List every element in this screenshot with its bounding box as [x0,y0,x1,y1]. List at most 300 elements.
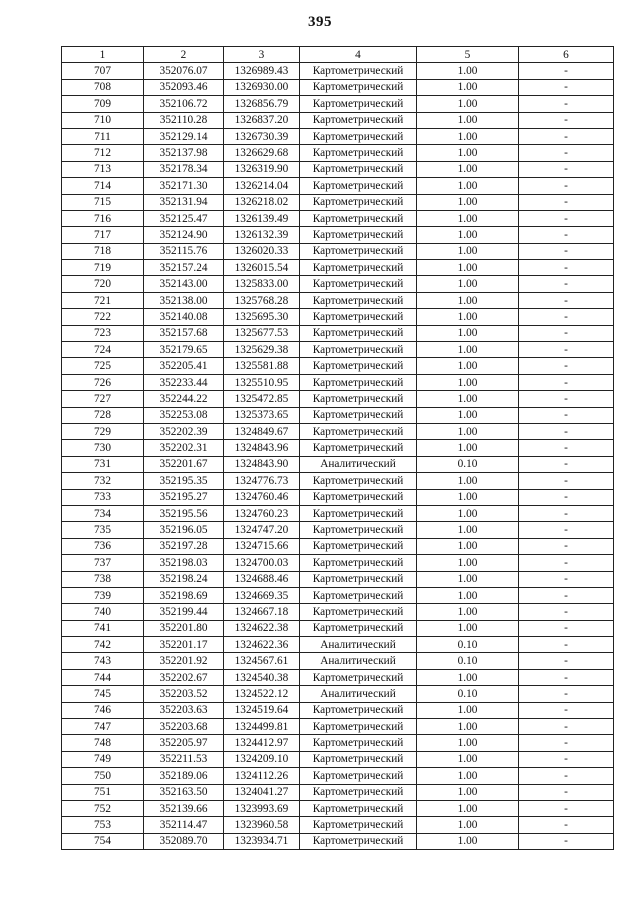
point-number-cell: 724 [62,342,144,358]
y-coordinate-cell: 1325472.85 [224,391,300,407]
point-number-cell: 742 [62,637,144,653]
x-coordinate-cell: 352138.00 [144,292,224,308]
note-cell: - [519,571,614,587]
y-coordinate-cell: 1324715.66 [224,538,300,554]
x-coordinate-cell: 352202.67 [144,669,224,685]
table-row [62,260,614,276]
point-number-cell: 732 [62,473,144,489]
note-cell: - [519,702,614,718]
y-coordinate-cell: 1324760.23 [224,505,300,521]
accuracy-cell: 1.00 [417,505,519,521]
note-cell: - [519,423,614,439]
table-row [62,620,614,636]
column-header: 5 [417,47,519,63]
note-cell: - [519,817,614,833]
y-coordinate-cell: 1326856.79 [224,96,300,112]
accuracy-cell: 1.00 [417,833,519,849]
point-number-cell: 738 [62,571,144,587]
point-number-cell: 739 [62,587,144,603]
y-coordinate-cell: 1325768.28 [224,292,300,308]
x-coordinate-cell: 352196.05 [144,522,224,538]
point-number-cell: 715 [62,194,144,210]
table-row [62,391,614,407]
point-number-cell: 741 [62,620,144,636]
method-cell: Картометрический [300,260,417,276]
x-coordinate-cell: 352137.98 [144,145,224,161]
coordinates-table [61,46,614,850]
point-number-cell: 750 [62,768,144,784]
y-coordinate-cell: 1326730.39 [224,128,300,144]
table-row [62,751,614,767]
method-cell: Картометрический [300,358,417,374]
y-coordinate-cell: 1325510.95 [224,374,300,390]
y-coordinate-cell: 1325629.38 [224,342,300,358]
point-number-cell: 728 [62,407,144,423]
table-row [62,96,614,112]
table-row [62,587,614,603]
point-number-cell: 711 [62,128,144,144]
point-number-cell: 733 [62,489,144,505]
x-coordinate-cell: 352140.08 [144,309,224,325]
y-coordinate-cell: 1325677.53 [224,325,300,341]
column-header: 1 [62,47,144,63]
accuracy-cell: 1.00 [417,489,519,505]
table-row [62,276,614,292]
column-header: 2 [144,47,224,63]
x-coordinate-cell: 352114.47 [144,817,224,833]
table-row [62,817,614,833]
note-cell: - [519,342,614,358]
y-coordinate-cell: 1324622.36 [224,637,300,653]
x-coordinate-cell: 352205.97 [144,735,224,751]
table-row [62,342,614,358]
method-cell: Картометрический [300,522,417,538]
method-cell: Картометрический [300,161,417,177]
note-cell: - [519,79,614,95]
x-coordinate-cell: 352125.47 [144,210,224,226]
accuracy-cell: 1.00 [417,719,519,735]
point-number-cell: 713 [62,161,144,177]
accuracy-cell: 1.00 [417,735,519,751]
note-cell: - [519,112,614,128]
method-cell: Картометрический [300,473,417,489]
x-coordinate-cell: 352131.94 [144,194,224,210]
method-cell: Картометрический [300,194,417,210]
y-coordinate-cell: 1324667.18 [224,604,300,620]
point-number-cell: 754 [62,833,144,849]
note-cell: - [519,768,614,784]
accuracy-cell: 1.00 [417,522,519,538]
point-number-cell: 707 [62,63,144,79]
accuracy-cell: 1.00 [417,571,519,587]
y-coordinate-cell: 1324519.64 [224,702,300,718]
note-cell: - [519,145,614,161]
point-number-cell: 725 [62,358,144,374]
table-body [62,63,614,850]
x-coordinate-cell: 352205.41 [144,358,224,374]
accuracy-cell: 0.10 [417,686,519,702]
note-cell: - [519,538,614,554]
point-number-cell: 736 [62,538,144,554]
point-number-cell: 752 [62,800,144,816]
table-row [62,702,614,718]
method-cell: Картометрический [300,669,417,685]
method-cell: Картометрический [300,604,417,620]
table-row [62,768,614,784]
y-coordinate-cell: 1324412.97 [224,735,300,751]
y-coordinate-cell: 1324849.67 [224,423,300,439]
x-coordinate-cell: 352129.14 [144,128,224,144]
point-number-cell: 720 [62,276,144,292]
accuracy-cell: 1.00 [417,620,519,636]
y-coordinate-cell: 1326837.20 [224,112,300,128]
note-cell: - [519,309,614,325]
method-cell: Картометрический [300,325,417,341]
table-row [62,161,614,177]
table-row [62,128,614,144]
table-row [62,79,614,95]
note-cell: - [519,374,614,390]
point-number-cell: 718 [62,243,144,259]
accuracy-cell: 1.00 [417,604,519,620]
x-coordinate-cell: 352195.35 [144,473,224,489]
table-row [62,325,614,341]
y-coordinate-cell: 1324843.96 [224,440,300,456]
note-cell: - [519,227,614,243]
method-cell: Аналитический [300,456,417,472]
x-coordinate-cell: 352139.66 [144,800,224,816]
accuracy-cell: 1.00 [417,128,519,144]
x-coordinate-cell: 352201.17 [144,637,224,653]
method-cell: Картометрический [300,96,417,112]
method-cell: Картометрический [300,505,417,521]
y-coordinate-cell: 1324760.46 [224,489,300,505]
point-number-cell: 748 [62,735,144,751]
x-coordinate-cell: 352171.30 [144,178,224,194]
method-cell: Картометрический [300,751,417,767]
method-cell: Картометрический [300,309,417,325]
accuracy-cell: 1.00 [417,96,519,112]
table-row [62,243,614,259]
method-cell: Картометрический [300,227,417,243]
x-coordinate-cell: 352163.50 [144,784,224,800]
x-coordinate-cell: 352093.46 [144,79,224,95]
y-coordinate-cell: 1324669.35 [224,587,300,603]
table-row [62,63,614,79]
table-row [62,178,614,194]
accuracy-cell: 1.00 [417,112,519,128]
x-coordinate-cell: 352203.68 [144,719,224,735]
point-number-cell: 747 [62,719,144,735]
y-coordinate-cell: 1325833.00 [224,276,300,292]
y-coordinate-cell: 1324209.10 [224,751,300,767]
note-cell: - [519,637,614,653]
method-cell: Картометрический [300,440,417,456]
accuracy-cell: 0.10 [417,653,519,669]
note-cell: - [519,63,614,79]
method-cell: Аналитический [300,637,417,653]
point-number-cell: 751 [62,784,144,800]
y-coordinate-cell: 1326139.49 [224,210,300,226]
x-coordinate-cell: 352198.24 [144,571,224,587]
note-cell: - [519,96,614,112]
y-coordinate-cell: 1325695.30 [224,309,300,325]
accuracy-cell: 1.00 [417,423,519,439]
table-row [62,686,614,702]
y-coordinate-cell: 1326015.54 [224,260,300,276]
method-cell: Картометрический [300,768,417,784]
method-cell: Аналитический [300,686,417,702]
accuracy-cell: 1.00 [417,784,519,800]
x-coordinate-cell: 352124.90 [144,227,224,243]
x-coordinate-cell: 352198.69 [144,587,224,603]
x-coordinate-cell: 352076.07 [144,63,224,79]
accuracy-cell: 1.00 [417,768,519,784]
table-row [62,227,614,243]
method-cell: Картометрический [300,145,417,161]
point-number-cell: 729 [62,423,144,439]
x-coordinate-cell: 352201.80 [144,620,224,636]
y-coordinate-cell: 1326020.33 [224,243,300,259]
accuracy-cell: 1.00 [417,161,519,177]
y-coordinate-cell: 1324843.90 [224,456,300,472]
note-cell: - [519,800,614,816]
table-row [62,653,614,669]
table-row [62,522,614,538]
x-coordinate-cell: 352157.24 [144,260,224,276]
table-row [62,374,614,390]
method-cell: Картометрический [300,735,417,751]
table-row [62,538,614,554]
y-coordinate-cell: 1324567.61 [224,653,300,669]
x-coordinate-cell: 352253.08 [144,407,224,423]
point-number-cell: 726 [62,374,144,390]
point-number-cell: 710 [62,112,144,128]
accuracy-cell: 1.00 [417,243,519,259]
table-row [62,112,614,128]
note-cell: - [519,161,614,177]
y-coordinate-cell: 1324112.26 [224,768,300,784]
note-cell: - [519,555,614,571]
accuracy-cell: 1.00 [417,260,519,276]
table-row [62,358,614,374]
method-cell: Картометрический [300,210,417,226]
note-cell: - [519,210,614,226]
note-cell: - [519,604,614,620]
table-row [62,604,614,620]
table-row [62,440,614,456]
x-coordinate-cell: 352115.76 [144,243,224,259]
y-coordinate-cell: 1324622.38 [224,620,300,636]
x-coordinate-cell: 352211.53 [144,751,224,767]
method-cell: Картометрический [300,833,417,849]
note-cell: - [519,440,614,456]
accuracy-cell: 1.00 [417,292,519,308]
x-coordinate-cell: 352201.67 [144,456,224,472]
point-number-cell: 746 [62,702,144,718]
x-coordinate-cell: 352179.65 [144,342,224,358]
table-header-row [62,47,614,63]
note-cell: - [519,473,614,489]
x-coordinate-cell: 352203.63 [144,702,224,718]
accuracy-cell: 1.00 [417,374,519,390]
table-row [62,800,614,816]
x-coordinate-cell: 352233.44 [144,374,224,390]
point-number-cell: 744 [62,669,144,685]
method-cell: Картометрический [300,292,417,308]
accuracy-cell: 1.00 [417,145,519,161]
x-coordinate-cell: 352197.28 [144,538,224,554]
y-coordinate-cell: 1326218.02 [224,194,300,210]
note-cell: - [519,669,614,685]
x-coordinate-cell: 352202.39 [144,423,224,439]
note-cell: - [519,489,614,505]
y-coordinate-cell: 1324776.73 [224,473,300,489]
accuracy-cell: 1.00 [417,817,519,833]
y-coordinate-cell: 1324522.12 [224,686,300,702]
method-cell: Картометрический [300,178,417,194]
x-coordinate-cell: 352244.22 [144,391,224,407]
table-row [62,292,614,308]
method-cell: Картометрический [300,719,417,735]
x-coordinate-cell: 352110.28 [144,112,224,128]
accuracy-cell: 1.00 [417,407,519,423]
note-cell: - [519,784,614,800]
y-coordinate-cell: 1325373.65 [224,407,300,423]
accuracy-cell: 1.00 [417,309,519,325]
accuracy-cell: 1.00 [417,210,519,226]
table-row [62,784,614,800]
table-row [62,456,614,472]
table-row [62,637,614,653]
accuracy-cell: 1.00 [417,63,519,79]
point-number-cell: 735 [62,522,144,538]
accuracy-cell: 1.00 [417,178,519,194]
x-coordinate-cell: 352203.52 [144,686,224,702]
method-cell: Картометрический [300,800,417,816]
method-cell: Картометрический [300,538,417,554]
table-row [62,719,614,735]
y-coordinate-cell: 1324747.20 [224,522,300,538]
note-cell: - [519,358,614,374]
method-cell: Картометрический [300,79,417,95]
x-coordinate-cell: 352199.44 [144,604,224,620]
point-number-cell: 719 [62,260,144,276]
accuracy-cell: 1.00 [417,751,519,767]
method-cell: Картометрический [300,784,417,800]
y-coordinate-cell: 1323960.58 [224,817,300,833]
y-coordinate-cell: 1326989.43 [224,63,300,79]
point-number-cell: 743 [62,653,144,669]
accuracy-cell: 1.00 [417,342,519,358]
note-cell: - [519,276,614,292]
method-cell: Картометрический [300,587,417,603]
x-coordinate-cell: 352189.06 [144,768,224,784]
method-cell: Картометрический [300,817,417,833]
table-row [62,669,614,685]
method-cell: Картометрический [300,112,417,128]
method-cell: Картометрический [300,571,417,587]
note-cell: - [519,407,614,423]
note-cell: - [519,178,614,194]
accuracy-cell: 1.00 [417,702,519,718]
point-number-cell: 731 [62,456,144,472]
x-coordinate-cell: 352201.92 [144,653,224,669]
method-cell: Картометрический [300,489,417,505]
x-coordinate-cell: 352106.72 [144,96,224,112]
note-cell: - [519,128,614,144]
method-cell: Картометрический [300,276,417,292]
y-coordinate-cell: 1324041.27 [224,784,300,800]
table-row [62,505,614,521]
column-header: 6 [519,47,614,63]
method-cell: Аналитический [300,653,417,669]
note-cell: - [519,620,614,636]
accuracy-cell: 0.10 [417,637,519,653]
point-number-cell: 734 [62,505,144,521]
column-header: 4 [300,47,417,63]
method-cell: Картометрический [300,702,417,718]
table-row [62,735,614,751]
point-number-cell: 717 [62,227,144,243]
y-coordinate-cell: 1324688.46 [224,571,300,587]
table-row [62,423,614,439]
accuracy-cell: 1.00 [417,473,519,489]
y-coordinate-cell: 1326132.39 [224,227,300,243]
accuracy-cell: 1.00 [417,555,519,571]
note-cell: - [519,653,614,669]
note-cell: - [519,325,614,341]
x-coordinate-cell: 352157.68 [144,325,224,341]
note-cell: - [519,391,614,407]
accuracy-cell: 1.00 [417,391,519,407]
method-cell: Картометрический [300,620,417,636]
y-coordinate-cell: 1326930.00 [224,79,300,95]
x-coordinate-cell: 352089.70 [144,833,224,849]
page-number: 395 [308,14,332,30]
x-coordinate-cell: 352178.34 [144,161,224,177]
point-number-cell: 730 [62,440,144,456]
point-number-cell: 749 [62,751,144,767]
note-cell: - [519,833,614,849]
note-cell: - [519,243,614,259]
accuracy-cell: 1.00 [417,194,519,210]
table-row [62,489,614,505]
point-number-cell: 723 [62,325,144,341]
column-header: 3 [224,47,300,63]
accuracy-cell: 1.00 [417,538,519,554]
point-number-cell: 721 [62,292,144,308]
note-cell: - [519,456,614,472]
accuracy-cell: 1.00 [417,276,519,292]
y-coordinate-cell: 1324540.38 [224,669,300,685]
y-coordinate-cell: 1326319.90 [224,161,300,177]
accuracy-cell: 1.00 [417,79,519,95]
table-row [62,571,614,587]
point-number-cell: 753 [62,817,144,833]
table-row [62,833,614,849]
method-cell: Картометрический [300,128,417,144]
y-coordinate-cell: 1324700.03 [224,555,300,571]
point-number-cell: 727 [62,391,144,407]
accuracy-cell: 1.00 [417,587,519,603]
x-coordinate-cell: 352198.03 [144,555,224,571]
table-row [62,555,614,571]
note-cell: - [519,194,614,210]
x-coordinate-cell: 352202.31 [144,440,224,456]
note-cell: - [519,292,614,308]
point-number-cell: 745 [62,686,144,702]
